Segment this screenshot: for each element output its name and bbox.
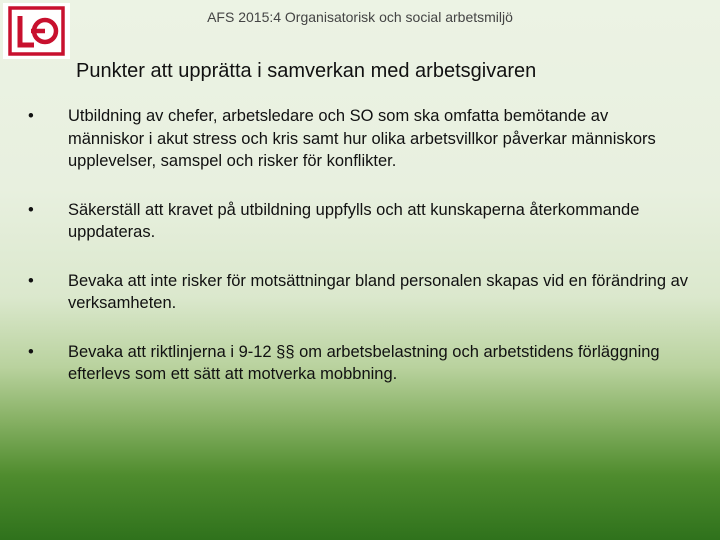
bullet-text: Säkerställ att kravet på utbildning uppfylls och att kunskaperna återkommande uppdateras. — [68, 200, 640, 241]
bullet-item — [28, 105, 688, 173]
bullet-dot: • — [28, 271, 34, 290]
bullet-text: Bevaka att riktlinjerna i 9-12 §§ om arbetsbelastning och arbetstidens förläggning efterlevs som ett sätt att motverka mobbning. — [68, 342, 660, 383]
slide-title: Punkter att upprätta i samverkan med arbetsgivaren — [76, 60, 537, 82]
bullet-text: Bevaka att inte risker för motsättningar bland personalen skapas vid en förändring av verksamheten. — [68, 271, 689, 312]
bullet-dot: • — [28, 200, 34, 219]
bullet-list — [28, 105, 688, 386]
document-header: AFS 2015:4 Organisatorisk och social arbetsmiljö — [207, 9, 513, 25]
bullet-text: Utbildning av chefer, arbetsledare och SO som ska omfatta bemötande av människor i akut stress och kris samt hur olika arbetsvillkor påverkar människors upplevelser, samspel och risker för konflikter. — [68, 107, 656, 170]
bullet-dot: • — [28, 342, 34, 361]
bullet-item — [28, 341, 688, 386]
bullet-item — [28, 270, 688, 315]
bullet-dot: • — [28, 107, 34, 125]
bullet-item — [28, 199, 688, 244]
